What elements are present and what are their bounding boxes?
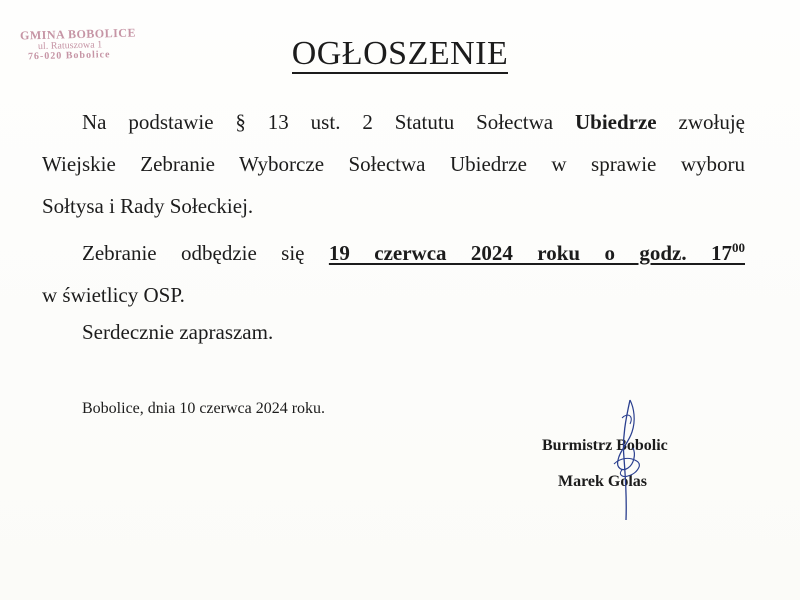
stamp-line-3: 76-020 Bobolice [27, 49, 111, 63]
paragraph-2-line-2: w świetlicy OSP. [42, 283, 185, 307]
paragraph-1-line-3: Sołtysa i Rady Sołeckiej. [42, 194, 254, 218]
paragraph-1-line-1 [42, 101, 745, 143]
paragraph-convocation [42, 101, 745, 227]
village-name-bold: Ubiedrze [574, 110, 657, 134]
announcement-title-block [0, 34, 800, 73]
meeting-date-text: 19 czerwca 2024 roku o godz. 17 [328, 241, 732, 265]
meeting-date-underlined [329, 241, 745, 265]
paragraph-invitation: Serdecznie zapraszam. [82, 320, 274, 344]
announcement-title: OGŁOSZENIE [291, 35, 509, 72]
paragraph-1-line-2: Wiejskie Zebranie Wyborcze Sołectwa Ubiedrze w sprawie wyboru [42, 152, 745, 176]
stamp-line-1: GMINA BOBOLICE [19, 25, 137, 43]
date-line: Bobolice, dnia 10 czerwca 2024 roku. [82, 400, 326, 417]
paragraph-2-line-1 [42, 227, 745, 274]
paragraph-meeting-time [42, 227, 745, 316]
signatory-name: Marek Golas [558, 473, 648, 490]
paragraph-1-text-a: Na podstawie § 13 ust. 2 Statutu Sołectwa [82, 110, 575, 134]
handwritten-signature [600, 398, 650, 523]
stamp-line-2: ul. Ratuszowa 1 [37, 38, 103, 52]
meeting-time-superscript: 00 [732, 240, 745, 255]
signatory-title: Burmistrz Bobolic [542, 437, 668, 454]
paragraph-1-text-b: zwołuję [656, 110, 745, 134]
paragraph-2-text-a: Zebranie odbędzie się [82, 241, 329, 265]
